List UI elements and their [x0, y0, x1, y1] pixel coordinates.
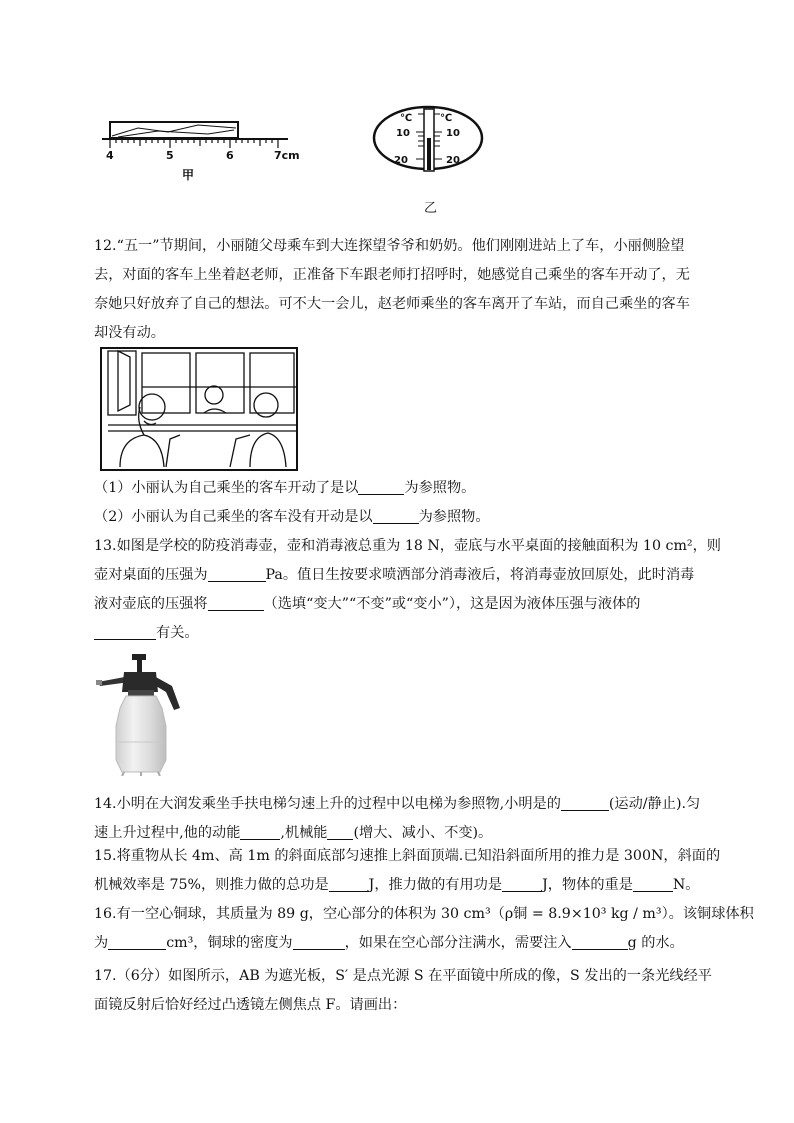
q12-line-4: 却没有动。 — [94, 325, 165, 341]
q15-l2-d: N。 — [672, 877, 700, 893]
thermo-tick-left-10: 10 — [396, 128, 410, 139]
q12-sub1-suffix: 为参照物。 — [404, 480, 476, 496]
question-12 — [94, 232, 700, 348]
q16-l2-a: 为 — [94, 935, 109, 951]
q13-line-4 — [94, 619, 700, 648]
ruler-figure — [98, 110, 318, 190]
ruler-tick-7: 7cm — [274, 149, 300, 162]
q15-l2-a: 机械效率是 75%，则推力做的总功是 — [94, 877, 329, 893]
q16-l2-d: g 的水。 — [627, 935, 684, 951]
q13-line-1: 13.如图是学校的防疫消毒壶，壶和消毒液总重为 18 N，壶底与水平桌面的接触面积为 10 cm²，则 — [94, 538, 721, 554]
q15-total-work-blank[interactable] — [329, 875, 369, 892]
spray-bottle-image — [96, 652, 188, 776]
thermo-tick-left-20: 20 — [394, 155, 408, 166]
q13-change-blank[interactable] — [208, 594, 264, 611]
ruler-tick-4: 4 — [106, 149, 114, 162]
spray-bottle-drawing — [96, 652, 188, 776]
q12-subquestions — [94, 474, 700, 532]
thermo-tick-right-10: 10 — [446, 128, 460, 139]
q12-line-3: 奈她只好放弃了自己的想法。可不大一会儿，赵老师乘坐的客车离开了车站，而自己乘坐的客车 — [94, 296, 690, 312]
ruler-tick-5: 5 — [166, 149, 174, 162]
q16-l2-c: ，如果在空心部分注满水，需要注入 — [344, 935, 572, 951]
bus-illustration — [100, 347, 298, 471]
q16-density-blank[interactable] — [293, 933, 345, 950]
q16-water-mass-blank[interactable] — [572, 933, 628, 950]
question-13 — [94, 532, 721, 648]
q12-sub2-blank[interactable] — [373, 507, 419, 524]
thermo-unit-right: ℃ — [440, 113, 453, 124]
q12-sub2-suffix: 为参照物。 — [418, 509, 490, 525]
q16-volume-blank[interactable] — [108, 933, 166, 950]
q13-pressure-blank[interactable] — [208, 565, 266, 582]
ruler-tick-6: 6 — [226, 149, 234, 162]
q15-l2-c: J，物体的重是 — [542, 877, 633, 893]
q13-l2-suffix: Pa。值日生按要求喷洒部分消毒液后，将消毒壶放回原处，此时消毒 — [265, 567, 695, 583]
q17-line-2: 面镜反射后恰好经过凸透镜左侧焦点 F。请画出： — [94, 997, 407, 1013]
question-17 — [94, 962, 712, 1020]
thermometer-diagram — [366, 104, 492, 216]
q14-l1-suffix: (运动/静止).匀 — [608, 796, 701, 812]
thermo-unit-left: ℃ — [400, 113, 413, 124]
q15-line-2 — [94, 871, 700, 900]
q15-line-1: 15.将重物从长 4m、高 1m 的斜面底部匀速推上斜面顶端.已知沿斜面所用的推力是 300N，斜面的 — [94, 848, 721, 864]
ruler-diagram — [98, 110, 318, 190]
question-14 — [94, 790, 700, 848]
q17-line-1: 17.（6分）如图所示，AB 为遮光板，S′ 是点光源 S 在平面镜中所成的像，S 发出的一条光线经平 — [94, 968, 712, 984]
q12-line-2: 去，对面的客车上坐着赵老师，正准备下车跟老师打招呼时，她感觉自己乘坐的客车开动了，无 — [94, 267, 690, 283]
q15-l2-b: J，推力做的有用功是 — [368, 877, 503, 893]
q16-line-2 — [94, 929, 700, 958]
q13-l2-text: 壶对桌面的压强为 — [94, 567, 208, 583]
question-15 — [94, 842, 721, 900]
q13-line-3 — [94, 590, 700, 619]
q15-useful-work-blank[interactable] — [502, 875, 542, 892]
q12-sub2-text: （2）小丽认为自己乘坐的客车没有开动是以 — [94, 509, 373, 525]
q12-sub1-text: （1）小丽认为自己乘坐的客车开动了是以 — [94, 480, 359, 496]
q14-line-1 — [94, 790, 700, 819]
thermo-caption: 乙 — [424, 201, 438, 216]
q13-l3-text: 液对壶底的压强将 — [94, 596, 208, 612]
q13-l3-suffix: （选填“变大”“不变”或“变小”），这是因为液体压强与液体的 — [263, 596, 641, 612]
q12-sub-1 — [94, 474, 700, 503]
q14-motion-blank[interactable] — [561, 794, 609, 811]
q14-l2-text: 速上升过程中,他的动能 — [94, 825, 241, 841]
q13-factor-blank[interactable] — [94, 623, 156, 640]
q14-kinetic-blank[interactable] — [240, 823, 280, 840]
q14-l2-suffix: (增大、减小、不变)。 — [353, 825, 493, 841]
thermo-tick-right-20: 20 — [446, 155, 460, 166]
q14-l2-mid: ,机械能 — [280, 825, 328, 841]
thermometer-figure — [366, 104, 492, 216]
ruler-caption: 甲 — [182, 168, 195, 182]
q14-mechanical-blank[interactable] — [327, 823, 353, 840]
bus-scene-image — [100, 347, 298, 471]
q13-l4-suffix: 有关。 — [156, 625, 199, 641]
question-16 — [94, 900, 754, 958]
q13-line-2 — [94, 561, 700, 590]
q15-weight-blank[interactable] — [633, 875, 673, 892]
q12-sub-2 — [94, 503, 700, 532]
q12-sub1-blank[interactable] — [358, 478, 404, 495]
q12-line-1: 12.“五一”节期间，小丽随父母乘车到大连探望爷爷和奶奶。他们刚刚进站上了车，小丽侧脸望 — [94, 238, 685, 254]
q16-line-1: 16.有一空心铜球，其质量为 89 g，空心部分的体积为 30 cm³（ρ铜 = 8.9×10³ kg / m³）。该铜球体积 — [94, 906, 754, 922]
q16-l2-b: cm³，铜球的密度为 — [166, 935, 293, 951]
q14-l1-text: 14.小明在大润发乘坐手扶电梯匀速上升的过程中以电梯为参照物,小明是的 — [94, 796, 561, 812]
